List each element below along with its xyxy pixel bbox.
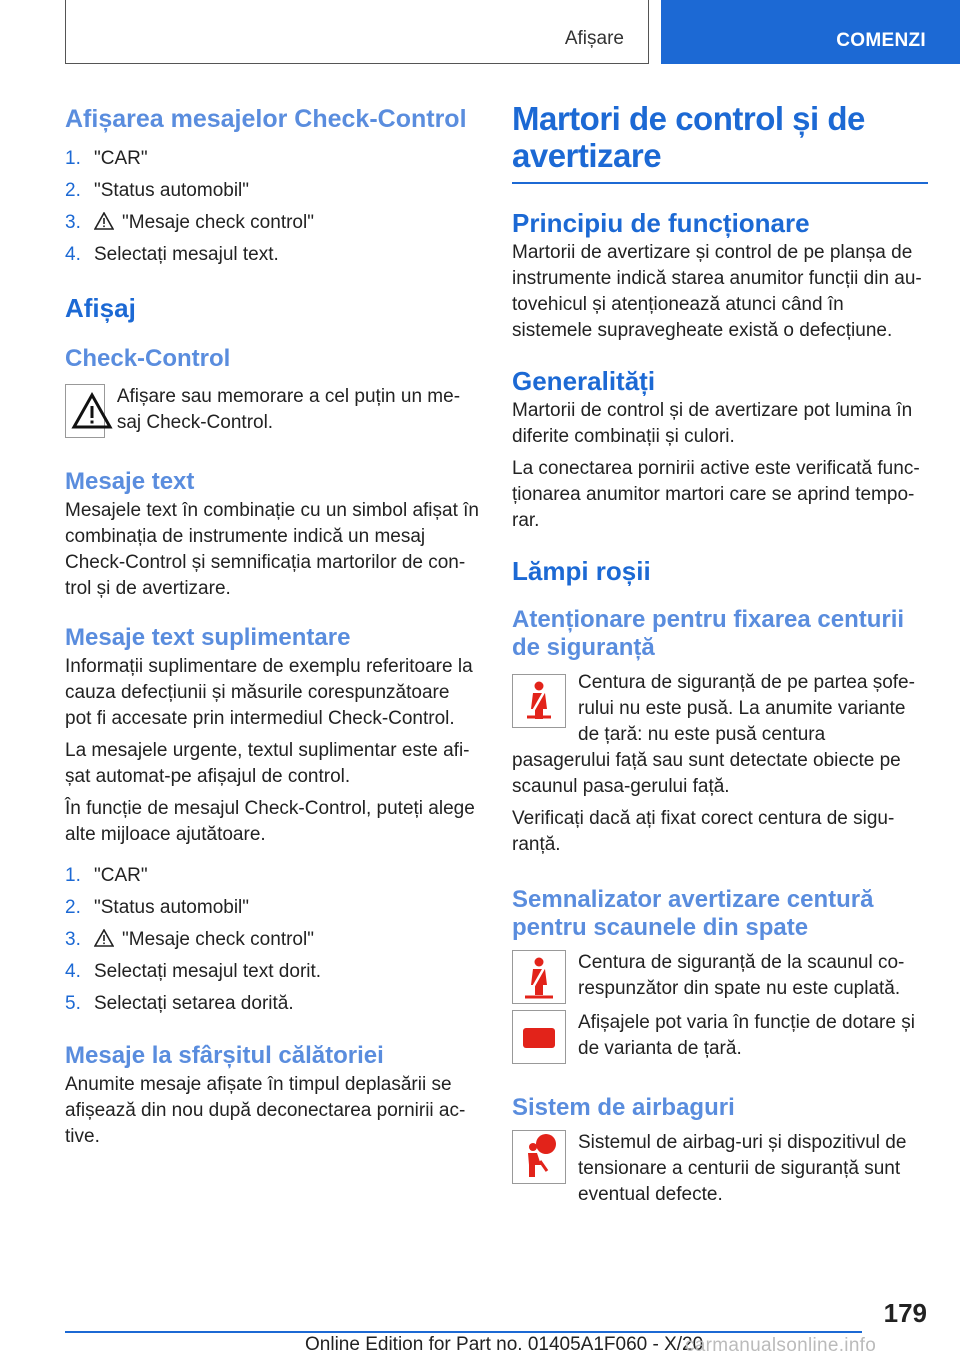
airbag-warning-icon: [513, 1131, 565, 1183]
steps-list-2: [65, 860, 480, 1020]
supl-paragraph-3: În funcție de mesajul Check-Control, puteți alege alte mijloace ajutătoare.: [65, 798, 475, 845]
heading-lampi-rosii: Lămpi roșii: [512, 556, 651, 586]
left-column: [65, 100, 480, 1150]
warning-triangle-icon: [94, 929, 114, 947]
icon-frame: [512, 1010, 566, 1064]
general-paragraph-2: La conectarea pornirii active este verificată func-ționarea anumitor martori care se aprind tempo-rar.: [512, 458, 920, 531]
icon-frame: [512, 950, 566, 1004]
check-control-text: Afișare sau memorare a cel puțin un me-saj Check-Control.: [116, 386, 461, 433]
page-number: 179: [883, 1298, 927, 1328]
heading-mesaje-text: Mesaje text: [65, 468, 195, 495]
principiu-paragraph: Martorii de avertizare și control de pe planșa de instrumente indică starea anumitor funcții din au-tovehicul și atenționează atunci când în sistemele supravegheate există o defecțiune.: [512, 242, 922, 341]
icon-frame: [512, 674, 566, 728]
chapter-tab: [661, 0, 960, 64]
watermark: carmanualsonline.info: [685, 1335, 877, 1356]
heading-check-control: Check-Control: [65, 345, 231, 372]
step-item: 2. "Status automobil": [65, 897, 250, 918]
page-title: Martori de control și de avertizare: [512, 100, 865, 174]
step-item: 1. "CAR": [65, 148, 148, 169]
heading-principiu: Principiu de funcționare: [512, 208, 810, 238]
rear-seatbelt-icon: [513, 951, 565, 1003]
spate-paragraph-2: Afișajele pot varia în funcție de dotare și de varianta de țară.: [578, 1012, 915, 1059]
rear-seat-occupancy-icon: [513, 1011, 565, 1063]
general-paragraph-1: Martorii de control și de avertizare pot lumina în diferite combinații și culori.: [512, 400, 913, 447]
step-item: 1. "CAR": [65, 865, 148, 886]
chapter-tab-label: COMENZI: [836, 30, 926, 51]
step-item: 4. Selectați mesajul text.: [65, 244, 279, 265]
supl-paragraph-1: Informații suplimentare de exemplu referitoare la cauza defecțiunii și măsurile corespunzătoare pot fi accesate prin intermediul Check-Control.: [65, 656, 473, 729]
icon-frame: [512, 1130, 566, 1184]
step-item: 5. Selectați setarea dorită.: [65, 993, 294, 1014]
centura-paragraph-1: Centura de siguranță de pe partea șofe-rului nu este pusă. La anumite variante de țară: nu este pusă centura pasagerului față sau sunt detectate obiecte pe scaunul pasa-gerului față.: [512, 672, 915, 797]
header-box: [65, 0, 649, 64]
right-column: [512, 100, 928, 1208]
centura-block: [512, 670, 928, 800]
warning-triangle-icon: [66, 385, 118, 437]
airbag-block: [512, 1130, 928, 1208]
airbag-paragraph: Sistemul de airbag-uri și dispozitivul de tensionare a centurii de siguranță sunt eventual defecte.: [578, 1132, 907, 1205]
seatbelt-warning-icon: [513, 675, 565, 727]
heading-generalitati: Generalități: [512, 366, 656, 396]
heading-mesaje-suplimentare: Mesaje text suplimentare: [65, 624, 351, 651]
footer-edition: Online Edition for Part no. 01405A1F060 - X/20: [305, 1334, 704, 1355]
heading-atentionare-centura: Atenționare pentru fixarea centurii de siguranță: [512, 606, 905, 661]
step-item: 3. "Mesaje check control": [65, 212, 314, 233]
footer-rule: [65, 1331, 862, 1333]
step-item: 4. Selectați mesajul text dorit.: [65, 961, 322, 982]
heading-sfarsit-calatorie: Mesaje la sfârșitul călătoriei: [65, 1042, 384, 1069]
step-item: 3. "Mesaje check control": [65, 929, 314, 950]
spate-paragraph-1: Centura de siguranță de la scaunul co-respunzător din spate nu este cuplată.: [578, 952, 905, 999]
icon-frame: [65, 384, 105, 438]
check-control-block: [65, 384, 480, 438]
title-rule: [512, 182, 928, 184]
warning-triangle-icon: [94, 212, 114, 230]
steps-list-1: [65, 143, 480, 271]
supl-paragraph-2: La mesajele urgente, textul suplimentar este afi-șat automat-pe afișajul de control.: [65, 740, 470, 787]
step-item: 2. "Status automobil": [65, 180, 250, 201]
spate-block-2: [512, 1010, 928, 1064]
header-section-title: Afișare: [564, 28, 624, 49]
spate-block-1: [512, 950, 928, 1004]
sfarsit-paragraph: Anumite mesaje afișate în timpul deplasării se afișează din nou după deconectarea pornirii ac-tive.: [65, 1074, 466, 1147]
mesaje-text-paragraph: Mesajele text în combinație cu un simbol afișat în combinația de instrumente indică un mesaj Check-Control și semnificația martorilor de con-trol și de avertizare.: [65, 500, 479, 599]
section-title-check-control-messages: Afișarea mesajelor Check-Control: [65, 105, 467, 133]
heading-avertizare-spate: Semnalizator avertizare centură pentru scaunele din spate: [512, 886, 874, 941]
heading-sistem-airbaguri: Sistem de airbaguri: [512, 1094, 735, 1121]
heading-afisaj: Afișaj: [65, 293, 136, 323]
centura-paragraph-2: Verificați dacă ați fixat corect centura de sigu-ranță.: [512, 808, 895, 855]
